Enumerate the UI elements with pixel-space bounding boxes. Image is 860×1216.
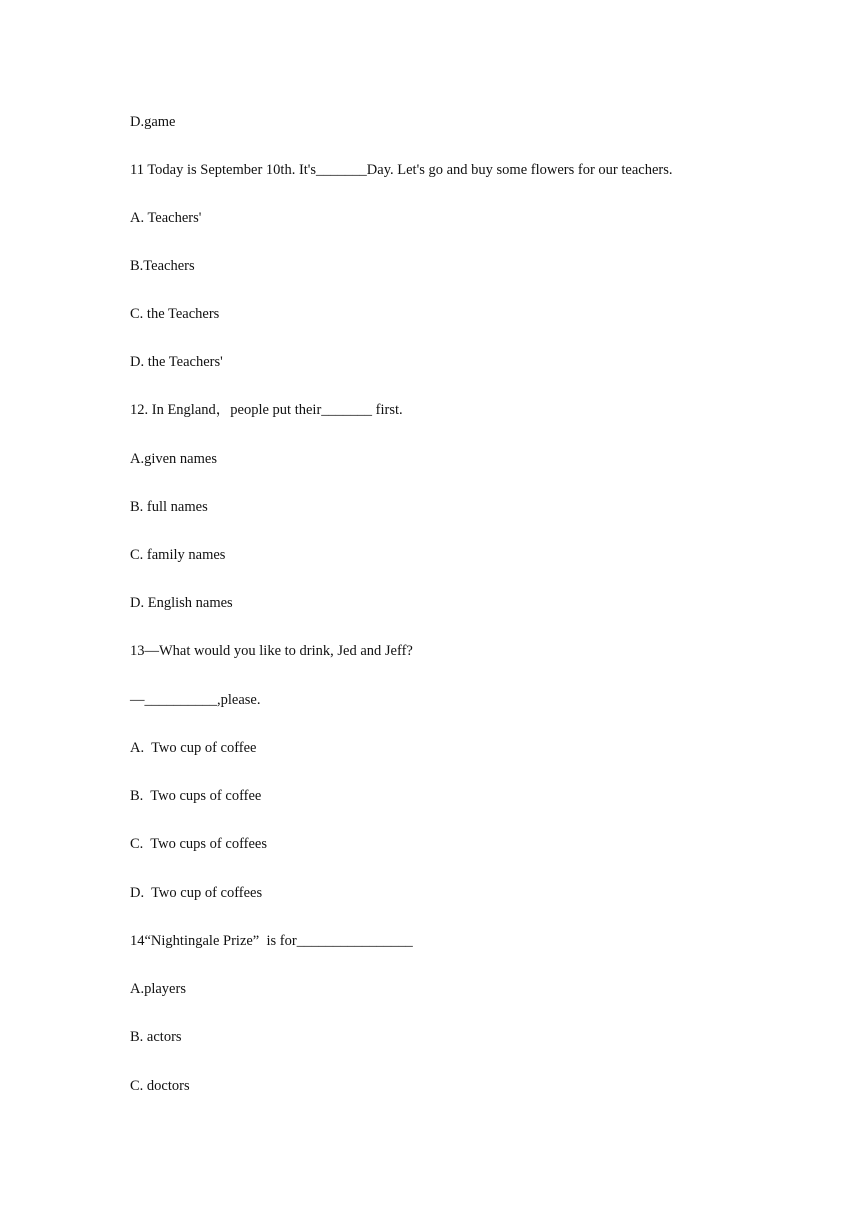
question-11: 11 Today is September 10th. It's_______Day. Let's go and buy some flowers for our teachers. (130, 162, 673, 178)
q13-option-c: C. Two cups of coffees (130, 836, 267, 852)
q12-option-c: C. family names (130, 547, 226, 563)
q11-option-b: B.Teachers (130, 258, 195, 274)
q12-option-a: A.given names (130, 451, 217, 467)
q14-option-a: A.players (130, 981, 186, 997)
question-13: 13—What would you like to drink, Jed and Jeff? (130, 643, 413, 659)
q11-option-d: D. the Teachers' (130, 354, 223, 370)
question-13-reply: —__________,please. (130, 692, 261, 708)
q11-option-c: C. the Teachers (130, 306, 220, 322)
q13-option-b: B. Two cups of coffee (130, 788, 262, 804)
q12-option-b: B. full names (130, 499, 208, 515)
q14-option-b: B. actors (130, 1029, 182, 1045)
q13-option-a: A. Two cup of coffee (130, 740, 257, 756)
q11-option-a: A. Teachers' (130, 210, 202, 226)
option-d-game: D.game (130, 114, 176, 130)
question-14: 14“Nightingale Prize” is for________________ (130, 933, 413, 949)
q12-option-d: D. English names (130, 595, 233, 611)
q13-option-d: D. Two cup of coffees (130, 885, 263, 901)
question-12: 12. In England，people put their_______ first. (130, 402, 403, 418)
q14-option-c: C. doctors (130, 1078, 190, 1094)
